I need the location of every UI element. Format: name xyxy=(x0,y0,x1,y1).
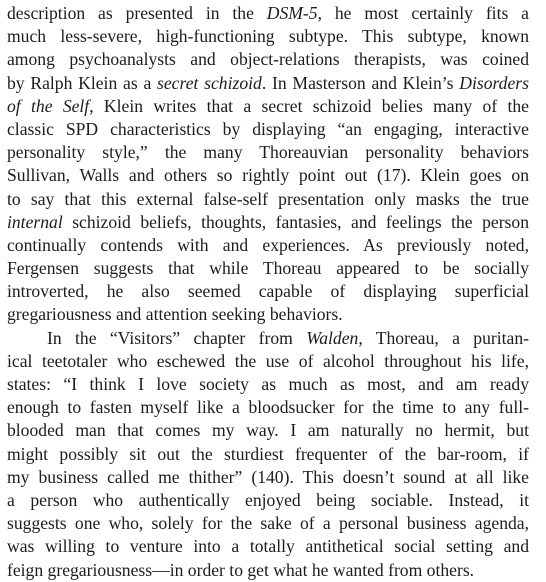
text-line xyxy=(7,489,529,512)
text-run: to say that this external false-self presentation only masks the true xyxy=(7,188,529,209)
text-run: enough to fasten myself like a bloodsucker for the time to any full- xyxy=(7,397,529,418)
text-line xyxy=(7,280,529,303)
text-run: In the “Visitors” chapter from xyxy=(47,327,307,348)
paragraph xyxy=(7,2,529,327)
text-line xyxy=(7,72,529,95)
text-line xyxy=(7,443,529,466)
italic-text: secret schizoid xyxy=(157,72,262,93)
text-run: schizoid beliefs, thoughts, fantasies, and feelings the person xyxy=(62,211,529,232)
text-line xyxy=(7,466,529,489)
text-line xyxy=(7,257,529,280)
text-run: my business called me thither” (140). This doesn’t sound at all like xyxy=(7,466,529,487)
text-run: continually contends with and experiences. As previously noted, xyxy=(7,234,529,255)
document-page xyxy=(7,2,529,582)
italic-text: DSM-5 xyxy=(266,3,318,23)
text-line xyxy=(7,234,529,257)
text-run: Sullivan, Walls and others so rightly point out (17). Klein goes on xyxy=(7,165,529,186)
text-line xyxy=(7,419,529,442)
text-run: blooded man that comes my way. I am naturally no hermit, but xyxy=(7,420,529,441)
text-line xyxy=(7,25,529,48)
text-run: among psychoanalysts and object-relations therapists, was coined xyxy=(7,49,529,70)
text-run: much less-severe, high-functioning subtype. This subtype, known xyxy=(7,26,529,47)
text-run: was willing to venture into a totally antithetical social setting and xyxy=(7,536,529,557)
text-line xyxy=(7,512,529,535)
text-run: , Thoreau, a puritan- xyxy=(358,327,529,348)
text-run: by Ralph Klein as a xyxy=(7,72,158,93)
text-line xyxy=(7,303,529,326)
italic-text: Walden xyxy=(306,327,359,348)
text-run: a person who authentically enjoyed being sociable. Instead, it xyxy=(7,489,529,510)
text-line xyxy=(7,350,529,373)
text-line xyxy=(7,211,529,234)
text-run: states: “I think I love society as much as most, and am ready xyxy=(7,374,529,394)
text-line xyxy=(7,141,529,164)
italic-text: Disorders xyxy=(459,72,529,93)
text-line xyxy=(7,327,529,350)
text-run: classic SPD characteristics by displaying “an engaging, interactive xyxy=(7,118,529,139)
text-line xyxy=(7,188,529,211)
text-line xyxy=(7,535,529,558)
text-line xyxy=(7,48,529,71)
text-run: description as presented in the xyxy=(7,3,267,23)
text-run: Fergensen suggests that while Thoreau appeared to be socially xyxy=(7,258,529,279)
text-line xyxy=(7,373,529,396)
text-line xyxy=(7,396,529,419)
text-line xyxy=(7,95,529,118)
italic-text: internal xyxy=(7,211,63,232)
text-line xyxy=(7,559,529,582)
text-run: . In Masterson and Klein’s xyxy=(261,72,460,93)
text-run: , Klein writes that a secret schizoid belies many of the xyxy=(89,95,529,116)
text-run: , he most certainly fits a xyxy=(317,3,529,23)
italic-text: of the Self xyxy=(7,95,90,116)
text-line xyxy=(7,164,529,187)
text-run: might possibly sit out the sturdiest frequenter of the bar-room, if xyxy=(7,443,529,464)
text-line xyxy=(7,118,529,141)
text-line xyxy=(7,2,529,25)
text-run: feign gregariousness—in order to get what he wanted from others. xyxy=(7,559,475,580)
body-text xyxy=(7,2,529,582)
text-run: ical teetotaler who eschewed the use of alcohol throughout his life, xyxy=(7,350,529,371)
text-run: gregariousness and attention seeking behaviors. xyxy=(7,304,343,325)
text-run: suggests one who, solely for the sake of a personal business agenda, xyxy=(7,513,529,534)
text-run: personality style,” the many Thoreauvian personality behaviors xyxy=(7,142,529,163)
text-run: introverted, he also seemed capable of displaying superficial xyxy=(7,281,529,302)
paragraph xyxy=(7,327,529,582)
